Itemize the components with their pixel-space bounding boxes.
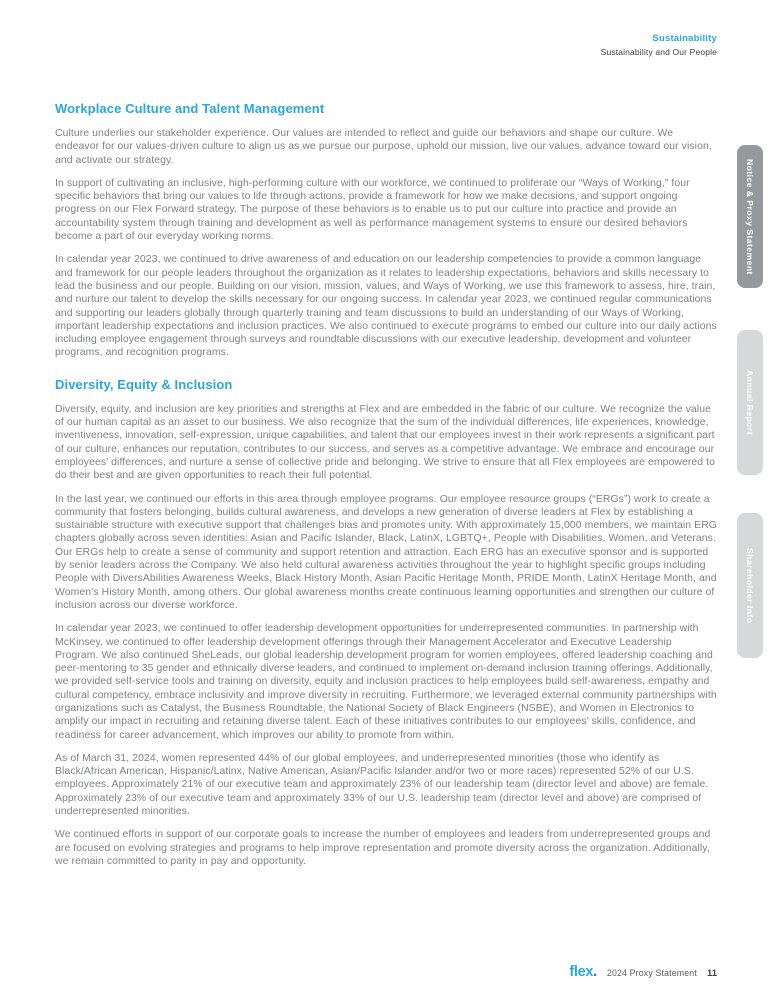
main-content	[55, 101, 718, 878]
paragraph-ways-of-working: In support of cultivating an inclusive, high-performing culture with our workforce, we continued to proliferate our “Ways of Working,” four specific behaviors that bring our values to life through actions, provide a framework for how we make decisions, and support ongoing progress on our Flex Forward strategy. The purpose of these behaviors is to enable us to put our culture into practice and provide an accountability system through training and development as well as performance management systems to ensure our desired behaviors become a part of our everyday working norms.	[55, 177, 690, 243]
tab-annual-report-label: Annual Report	[745, 369, 755, 436]
section-heading-diversity-equity-inclusion: Diversity, Equity & Inclusion	[55, 376, 233, 392]
flex-logo-dot: .	[593, 964, 597, 980]
paragraph-ergs: In the last year, we continued our efforts in this area through employee programs. Our employee resource groups (“ERGs”) work to create a community that fosters belonging, builds cultural awareness, and develops a new generation of diverse leaders at Flex by establishing a sustainable structure with executive support that challenges bias and promotes unity. With approximately 15,000 members, we maintain ERG chapters globally across seven identities: Asian and Pacific Islander, Black, LatinX, LGBTQ+, People with Disabilities, Women, and Veterans. Our ERGs help to create a sense of community and support retention and attraction. Each ERG has an executive sponsor and is supported by senior leaders across the Company. We also held cultural awareness activities throughout the year to highlight specific groups including People with DiversAbilities Awareness Weeks, Black History Month, Asian Pacific Heritage Month, PRIDE Month, LatinX Heritage Month, and Women’s History Month, among others. Our global awareness months create continuous learning opportunities and strengthen our culture of inclusion across our diverse workforce.	[55, 493, 717, 611]
tab-shareholder-info[interactable]	[737, 513, 763, 658]
breadcrumb-section[interactable]: Sustainability	[652, 33, 717, 44]
paragraph-dei-overview: Diversity, equity, and inclusion are key priorities and strengths at Flex and are embedded in the fabric of our culture. We recognize the value of our human capital as an asset to our business. We also recognize that the sum of the individual differences, life experiences, knowledge, inventiveness, innovation, self-expression, unique capabilities, and talent that our employees invest in their work represents a significant part of our culture, enhances our reputation, contributes to our success, and serves as a competitive advantage. We embrace and encourage our employees’ differences, and nurture a sense of collective pride and belonging. We strive to ensure that all Flex employees are empowered to do their best and are given opportunities to reach their full potential.	[55, 403, 716, 482]
page-footer	[569, 964, 717, 980]
page-number: 11	[706, 968, 717, 979]
side-tab-group	[730, 0, 768, 1000]
breadcrumb-subsection: Sustainability and Our People	[600, 47, 717, 57]
paragraph-leadership-development: In calendar year 2023, we continued to offer leadership development opportunities for underrepresented communities. In partnership with McKinsey, we continued to offer leadership development offerings through their Management Accelerator and Executive Leadership Program. We also continued SheLeads, our global leadership development program for women employees, offered leadership coaching and peer-mentoring to 35 gender and ethnically diverse leaders, and continued to implement on-demand inclusion training offerings. Additionally, we provided self-service tools and training on diversity, equity and inclusion practices to help employees build self-awareness, empathy and cultural competency, embrace inclusivity and improve diversity in recruiting. Furthermore, we leveraged external community partnerships with organizations such as Catalyst, the Business Roundtable, the National Society of Black Engineers (NSBE), and Women in Electronics to amplify our impact in recruiting and retaining diverse talent. Each of these initiatives contributes to our employees’ skills, confidence, and readiness for career advancement, which improves our ability to promote from within.	[55, 623, 717, 741]
tab-notice-proxy-statement-label: Notice & Proxy Statement	[745, 158, 755, 275]
running-header	[601, 33, 717, 57]
paragraph-culture-overview: Culture underlies our stakeholder experience. Our values are intended to reflect and guide our behaviors and shape our culture. We endeavor for our values-driven culture to align us as we pursue our purpose, uphold our mission, live our values, advance toward our vision, and activate our strategy.	[55, 128, 712, 166]
flex-logo	[569, 964, 597, 980]
section-heading-workplace-culture: Workplace Culture and Talent Management	[55, 101, 325, 116]
tab-shareholder-info-label: Shareholder Info	[745, 547, 755, 624]
paragraph-corporate-goals: We continued efforts in support of our corporate goals to increase the number of employees and leaders from underrepresented groups and are focused on evolving strategies and programs to help improve representation and promote diversity across the organization. Additionally, we remain committed to parity in pay and opportunity.	[55, 829, 711, 867]
footer-document-title: 2024 Proxy Statement	[606, 968, 697, 978]
flex-logo-text: flex	[569, 964, 594, 980]
tab-annual-report[interactable]	[737, 330, 763, 475]
paragraph-representation-stats: As of March 31, 2024, women represented 44% of our global employees, and underrepresented minorities (those who identify as Black/African American, Hispanic/Latinx, Native American, Asian/Pacific Islander and/or two or more races) represented 52% of our U.S. employees. Approximately 21% of our executive team and approximately 23% of our leadership team (director level and above) are female. Approximately 23% of our executive team and approximately 33% of our U.S. leadership team (director level and above) are comprised of underrepresented minorities.	[55, 752, 709, 818]
paragraph-leadership-competencies: In calendar year 2023, we continued to drive awareness of and education on our leadership competencies to provide a common language and framework for our people leaders throughout the organization as it relates to leadership expectations, behaviors and skills necessary to lead the business and our people. Building on our vision, mission, values, and Ways of Working, we use this framework to assess, hire, train, and nurture our talent to develop the skills necessary for our ongoing success. In calendar year 2023, we continued regular communications and supporting our leaders globally through quarterly training and team discussions to build an understanding of our Ways of Working, important leadership expectations and inclusion practices. We also continued to execute programs to embed our culture into our daily actions including employee engagement through surveys and roundtable discussions with our executive leadership, development and volunteer programs, and recognition programs.	[55, 254, 717, 359]
tab-notice-proxy-statement[interactable]	[737, 145, 763, 288]
